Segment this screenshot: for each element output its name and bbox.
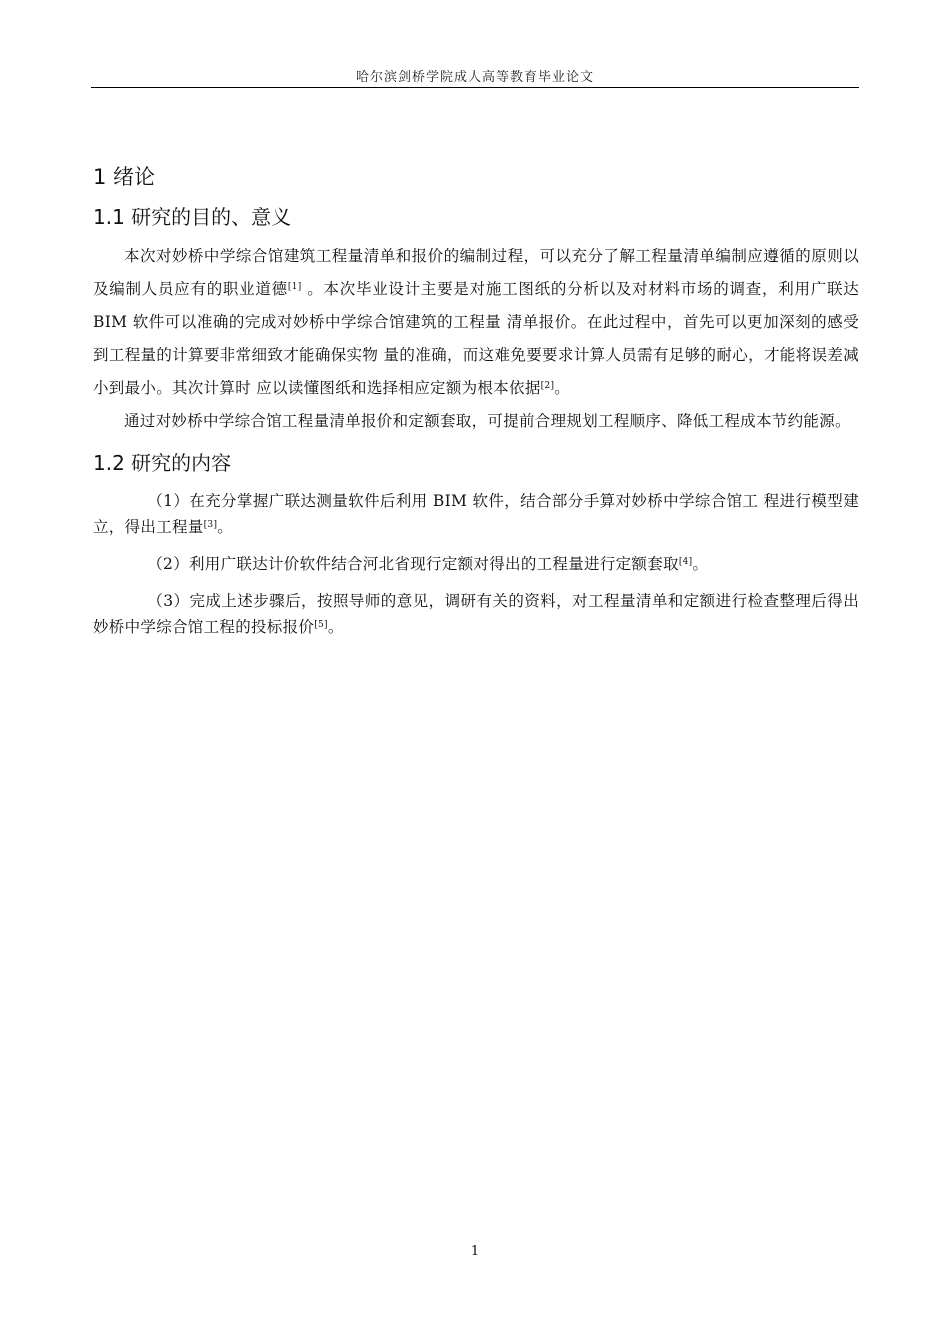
citation-5: [5] <box>314 620 328 630</box>
content-item-3 <box>93 588 859 640</box>
content-item-3-tail: 。 <box>327 618 344 636</box>
citation-2: [2] <box>540 381 555 391</box>
content-item-1-text: （1）在充分掌握广联达测量软件后利用 BIM 软件，结合部分手算对妙桥中学综合馆工 程进行模型建立，得出工程量 <box>93 492 859 536</box>
header-rule <box>91 87 859 88</box>
content-item-1 <box>93 488 859 540</box>
paragraph-significance: 通过对妙桥中学综合馆工程量清单报价和定额套取，可提前合理规划工程顺序、降低工程成本节约能源。 <box>124 412 851 430</box>
page-number: 1 <box>470 1244 480 1259</box>
paragraph-purpose-text-a: 本次对妙桥中学综合馆建筑工程量清单和报价的编制过程，可以充分了解工程量清单编制应遵循的原则以及编制人员应有的职业道德 <box>93 247 859 298</box>
content-item-1-tail: 。 <box>217 518 234 536</box>
section-1-2-title: 1.2 研究的内容 <box>93 451 232 475</box>
chapter-title: 1 绪论 <box>93 165 156 189</box>
page-header: 哈尔滨剑桥学院成人高等教育毕业论文 <box>355 70 594 85</box>
content-item-3-text: （3）完成上述步骤后，按照导师的意见，调研有关的资料，对工程量清单和定额进行检查整理后得出妙桥中学综合馆工程的投标报价 <box>93 592 859 636</box>
paragraph-purpose-text-b: 。本次毕业设计主要是对施工图纸的分析以及对材料市场的调查，利用广联达 BIM 软件可以准确的完成对妙桥中学综合馆建筑的工程量 清单报价。在此过程中，首先可以更加深刻的感受到工程量的计算要非常细致才能确保实物 量的准确，而这难免要要求计算人员需有足够的耐心，才能将误差减小到最小。其次计算时 应以读懂图纸和选择相应定额为根本依据 <box>93 280 859 397</box>
citation-3: [3] <box>203 520 218 530</box>
citation-1: [1] <box>287 282 302 292</box>
content-item-2-text: （2）利用广联达计价软件结合河北省现行定额对得出的工程量进行定额套取 <box>147 555 679 573</box>
content-item-2 <box>93 551 859 577</box>
paragraph-purpose <box>93 240 859 405</box>
content-item-2-tail: 。 <box>692 555 709 573</box>
paragraph-purpose-text-c: 。 <box>554 379 571 397</box>
section-1-1-title: 1.1 研究的目的、意义 <box>93 205 292 229</box>
citation-4: [4] <box>678 557 693 567</box>
document-body <box>93 162 859 651</box>
